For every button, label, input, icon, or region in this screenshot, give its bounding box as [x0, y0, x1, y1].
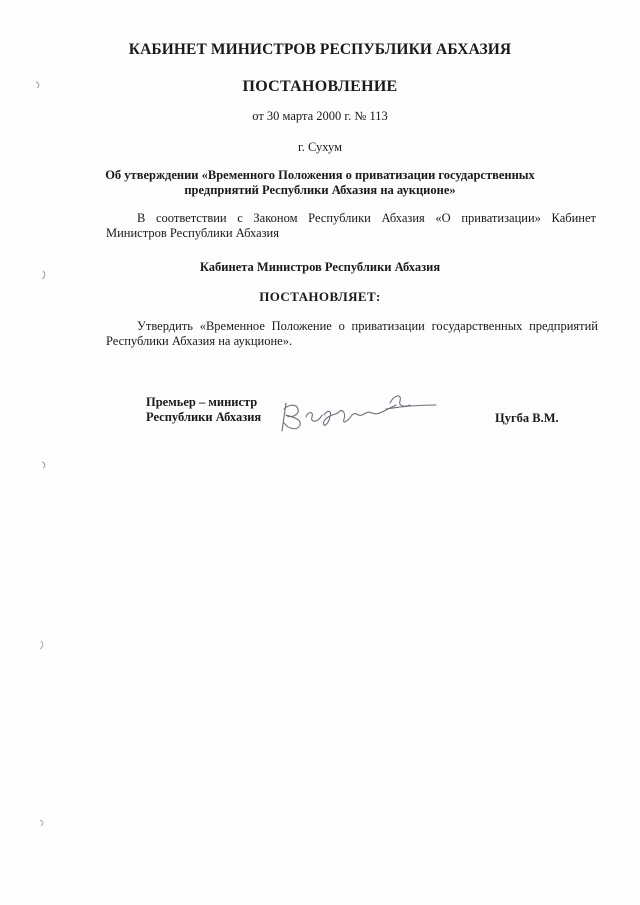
organization-title: КАБИНЕТ МИНИСТРОВ РЕСПУБЛИКИ АБХАЗИЯ — [128, 41, 512, 58]
signer-title-line-1: Премьер – министр — [146, 395, 258, 409]
signer-title — [146, 395, 261, 425]
scan-speck — [38, 640, 46, 650]
document-date-number: от 30 марта 2000 г. № 113 — [252, 109, 388, 123]
subject-line-2: предприятий Республики Абхазия на аукционе» — [184, 183, 456, 197]
document-type: ПОСТАНОВЛЕНИЕ — [242, 78, 398, 95]
document-subject — [0, 168, 640, 198]
subject-line-1: Об утверждении «Временного Положения о приватизации государственных — [105, 168, 535, 182]
scan-speck — [40, 460, 48, 470]
scan-speck — [38, 818, 46, 828]
handwritten-signature — [278, 385, 438, 435]
scan-speck — [34, 80, 42, 90]
signer-title-line-2: Республики Абхазия — [146, 410, 262, 424]
resolution-verb: ПОСТАНОВЛЯЕТ: — [259, 289, 381, 304]
resolving-body: Кабинета Министров Республики Абхазия — [199, 260, 441, 274]
signer-name: Цугба В.М. — [495, 411, 559, 425]
document-city: г. Сухум — [297, 140, 342, 154]
preamble-paragraph: В соответствии с Законом Республики Абхазия «О приватизации» Кабинет Министров Республики Абхазия — [106, 211, 596, 240]
decision-paragraph: Утвердить «Временное Положение о приватизации государственных предприятий Республики Абхазия на аукционе». — [106, 319, 598, 348]
scan-speck — [40, 270, 48, 280]
